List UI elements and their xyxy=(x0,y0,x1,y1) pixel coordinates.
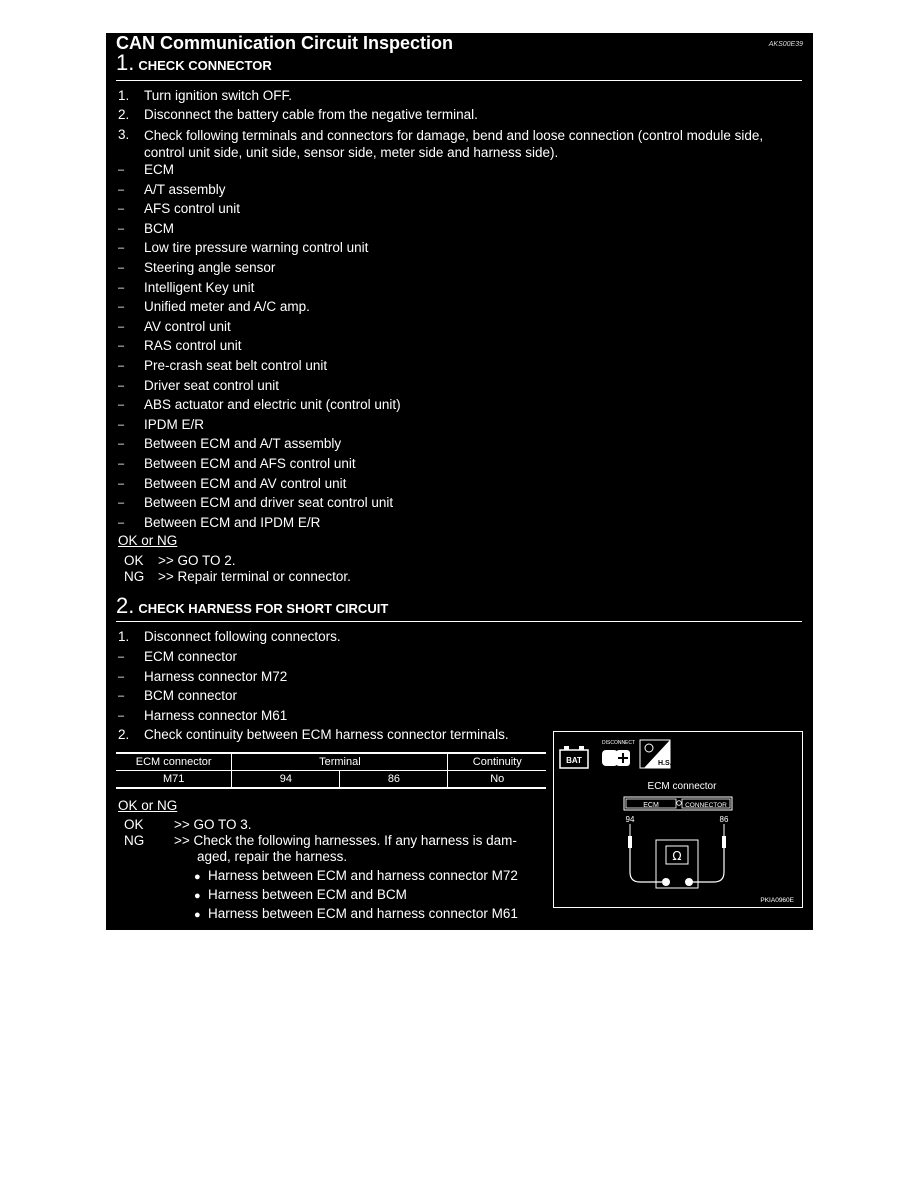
list-item: ECM xyxy=(144,162,174,177)
step2-heading xyxy=(116,593,388,619)
step2-item-number: 2. xyxy=(118,727,130,742)
list-item: AFS control unit xyxy=(144,201,241,217)
bullet-icon: ● xyxy=(194,909,201,921)
bullet-icon: ● xyxy=(194,871,201,883)
tester-probe-right xyxy=(689,824,726,882)
step1-item-number: 2. xyxy=(118,107,130,122)
dash-marker: – xyxy=(118,438,125,451)
table-row xyxy=(116,771,546,789)
document-id: AKS00E39 xyxy=(768,41,803,48)
ecm-label: ECM xyxy=(643,802,659,809)
step1-divider xyxy=(116,80,802,81)
step2-ng-text: >> Check the following harnesses. If any harness is dam- xyxy=(174,833,517,848)
bat-label: BAT xyxy=(566,756,582,765)
dash-marker: – xyxy=(118,262,125,274)
step2-title: CHECK HARNESS FOR SHORT CIRCUIT xyxy=(138,601,389,616)
step2-ok-key: OK xyxy=(124,817,144,832)
tester-probe-left xyxy=(628,824,662,882)
step1-item: Disconnect the battery cable from the negative terminal. xyxy=(144,107,478,122)
step2-ng-key: NG xyxy=(124,833,145,848)
dash-marker: – xyxy=(118,183,125,196)
dash-marker: – xyxy=(118,222,125,235)
dash-marker: – xyxy=(118,497,125,510)
table-header: Continuity xyxy=(448,753,546,771)
table-header: ECM connector xyxy=(116,753,232,771)
dash-marker: – xyxy=(118,203,125,216)
dash-marker: – xyxy=(118,670,125,683)
dash-marker: – xyxy=(118,281,125,294)
pin-94-label: 94 xyxy=(625,815,635,824)
step1-ok-key: OK xyxy=(124,553,144,568)
ohmmeter-icon xyxy=(656,840,698,888)
table-cell: M71 xyxy=(116,771,232,789)
continuity-table xyxy=(116,752,546,789)
list-item: Between ECM and A/T assembly xyxy=(144,436,342,452)
list-item: Harness connector M72 xyxy=(144,668,288,684)
hs-label: H.S. xyxy=(658,760,672,767)
list-item: IPDM E/R xyxy=(144,416,205,432)
harness-side-icon xyxy=(640,740,672,768)
step1-ng-key: NG xyxy=(124,569,145,584)
step1-item: Turn ignition switch OFF. xyxy=(144,88,293,103)
battery-icon xyxy=(560,746,588,768)
ecm-connector-title: ECM connector xyxy=(647,781,717,792)
harness-bullet-item: Harness between ECM and harness connector M72 xyxy=(208,868,518,883)
list-item: BCM connector xyxy=(144,688,238,703)
disconnect-icon xyxy=(602,740,635,766)
step2-item: Check continuity between ECM harness connector terminals. xyxy=(144,727,509,742)
list-item: Intelligent Key unit xyxy=(144,279,255,295)
dash-marker: – xyxy=(118,690,125,702)
dash-marker: – xyxy=(118,709,125,722)
list-item: Pre-crash seat belt control unit xyxy=(144,358,328,373)
list-item: Steering angle sensor xyxy=(144,260,276,275)
list-item: ABS actuator and electric unit (control unit) xyxy=(144,397,401,413)
connector-diagram-svg xyxy=(554,732,802,907)
dash-marker: – xyxy=(118,360,125,372)
ecm-connector-icon xyxy=(624,797,732,810)
figure-id: PKIA0960E xyxy=(760,897,794,904)
document-panel xyxy=(106,33,813,930)
connector-label: CONNECTOR xyxy=(685,802,727,809)
step1-ng-text: >> Repair terminal or connector. xyxy=(158,569,351,584)
list-item: RAS control unit xyxy=(144,338,242,354)
table-cell: 86 xyxy=(340,771,448,789)
table-header: Terminal xyxy=(232,753,448,771)
dash-marker: – xyxy=(118,320,125,333)
ohm-symbol: Ω xyxy=(672,849,682,863)
dash-marker: – xyxy=(118,340,125,353)
list-item: Driver seat control unit xyxy=(144,377,280,393)
bullet-icon: ● xyxy=(194,890,201,902)
step1-item: Check following terminals and connectors for damage, bend and loose connection (control module side, control unit side, unit side, sensor side, meter side and harness side). xyxy=(144,128,764,160)
dash-marker: – xyxy=(118,399,125,412)
list-item: BCM xyxy=(144,220,174,236)
step2-item: Disconnect following connectors. xyxy=(144,629,341,644)
list-item: Between ECM and AFS control unit xyxy=(144,456,356,471)
step1-heading xyxy=(116,50,272,76)
dash-marker: – xyxy=(118,164,125,176)
step2-item-number: 1. xyxy=(118,629,130,644)
step2-result-label: OK or NG xyxy=(118,798,178,813)
list-item: Between ECM and IPDM E/R xyxy=(144,514,321,530)
step2-ok-text: >> GO TO 3. xyxy=(174,817,252,832)
step1-item-number: 3. xyxy=(118,127,130,142)
list-item: Between ECM and AV control unit xyxy=(144,475,347,491)
step1-result-label: OK or NG xyxy=(118,533,178,548)
dash-marker: – xyxy=(118,651,125,663)
step1-ok-text: >> GO TO 2. xyxy=(158,553,236,568)
page-title: CAN Communication Circuit Inspection xyxy=(116,33,454,53)
dash-marker: – xyxy=(118,242,125,255)
step1-number: 1. xyxy=(116,50,135,75)
step2-number: 2. xyxy=(116,593,135,618)
table-cell: No xyxy=(448,771,546,789)
step2-divider xyxy=(116,621,802,622)
pin-86-label: 86 xyxy=(719,815,729,824)
list-item: Between ECM and driver seat control unit xyxy=(144,495,394,511)
list-item: Harness connector M61 xyxy=(144,707,288,723)
dash-marker: – xyxy=(118,379,125,392)
harness-bullet-item: Harness between ECM and BCM xyxy=(208,887,407,902)
harness-bullet-item: Harness between ECM and harness connector M61 xyxy=(208,906,518,921)
step1-item-number: 1. xyxy=(118,88,130,103)
list-item: Unified meter and A/C amp. xyxy=(144,299,310,315)
dash-marker: – xyxy=(118,516,125,529)
list-item: Low tire pressure warning control unit xyxy=(144,240,369,256)
dash-marker: – xyxy=(118,301,125,314)
dash-marker: – xyxy=(118,458,125,470)
list-item: ECM connector xyxy=(144,649,238,664)
table-header-row xyxy=(116,753,546,771)
step2-ng-text-cont: aged, repair the harness. xyxy=(197,849,348,864)
dash-marker: – xyxy=(118,418,125,431)
list-item: AV control unit xyxy=(144,318,231,334)
dash-marker: – xyxy=(118,477,125,490)
table-cell: 94 xyxy=(232,771,340,789)
disconnect-label: DISCONNECT xyxy=(602,740,636,746)
step1-title: CHECK CONNECTOR xyxy=(138,58,272,73)
list-item: A/T assembly xyxy=(144,181,226,197)
connector-diagram xyxy=(553,731,803,908)
